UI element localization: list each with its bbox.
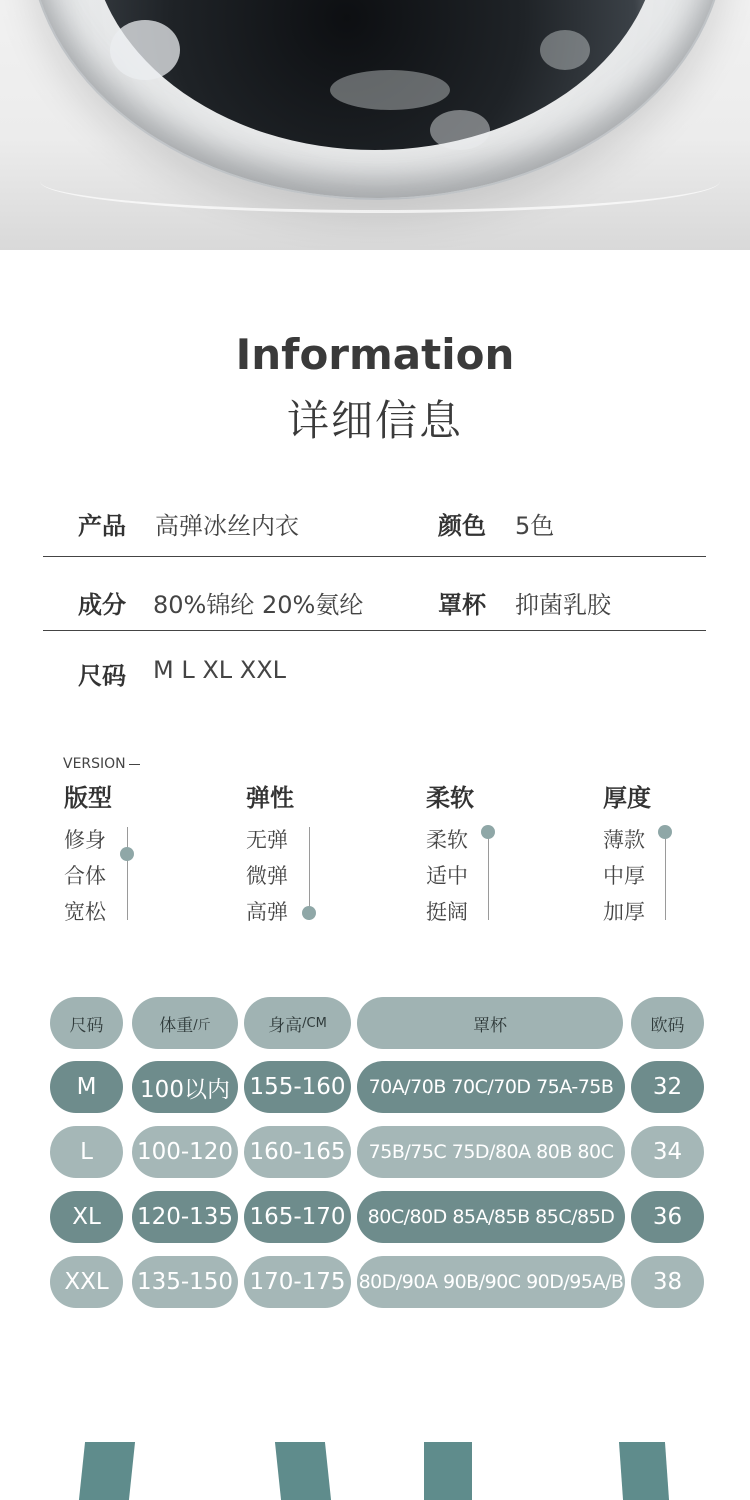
bowl-rim: [40, 150, 720, 213]
table-cell-size: XXL: [50, 1256, 123, 1308]
product-strap-image: [424, 1442, 472, 1500]
product-photo: [0, 0, 750, 250]
product-strap-image: [275, 1442, 331, 1500]
attr-title-thickness: 厚度: [603, 784, 651, 812]
section-title-en: Information: [235, 330, 515, 379]
size-label: 尺码: [78, 662, 126, 690]
table-cell-eu: 32: [631, 1061, 704, 1113]
table-header-size: [50, 997, 123, 1049]
table-header-eu: [631, 997, 704, 1049]
table-cell-size: L: [50, 1126, 123, 1178]
attr-option: 合体: [64, 864, 106, 888]
foam-bubbles: [540, 30, 590, 70]
cup-value: 抑菌乳胶: [515, 591, 611, 619]
table-cell-weight: 120-135: [132, 1191, 238, 1243]
section-title-cn: 详细信息: [286, 396, 463, 445]
table-cell-cup: 70A/70B 70C/70D 75A-75B: [357, 1061, 625, 1113]
table-cell-eu: 36: [631, 1191, 704, 1243]
foam-bubbles: [330, 70, 450, 110]
table-cell-eu: 38: [631, 1256, 704, 1308]
table-header-height: [244, 997, 351, 1049]
table-header-label: 身高: [268, 1015, 303, 1036]
attr-option: 加厚: [603, 900, 645, 924]
table-header-unit: /CM: [302, 1015, 327, 1031]
attr-title-elasticity: 弹性: [246, 784, 294, 812]
product-strap-image: [79, 1442, 135, 1500]
color-value: 5色: [515, 512, 555, 540]
version-label: VERSION: [63, 756, 126, 772]
attr-option: 宽松: [64, 900, 106, 924]
foam-bubbles: [430, 110, 490, 150]
table-cell-cup: 80D/90A 90B/90C 90D/95A/B: [357, 1256, 625, 1308]
table-cell-weight: 135-150: [132, 1256, 238, 1308]
table-cell-size: XL: [50, 1191, 123, 1243]
attr-option: 挺阔: [426, 900, 468, 924]
composition-label: 成分: [78, 591, 126, 619]
table-cell-height: 165-170: [244, 1191, 351, 1243]
attr-option: 高弹: [246, 900, 288, 924]
attr-option: 薄款: [603, 828, 645, 852]
attr-scale-line: [488, 827, 489, 920]
attr-option: 修身: [64, 828, 106, 852]
attr-selected-dot: [658, 825, 672, 839]
attr-selected-dot: [120, 847, 134, 861]
table-cell-height: 155-160: [244, 1061, 351, 1113]
cup-label: 罩杯: [438, 591, 486, 619]
attr-option: 无弹: [246, 828, 288, 852]
table-cell-cup: 75B/75C 75D/80A 80B 80C: [357, 1126, 625, 1178]
product-label: 产品: [78, 512, 126, 540]
table-header-label: 罩杯: [473, 1015, 507, 1036]
attr-title-fit: 版型: [64, 784, 112, 812]
table-cell-size: M: [50, 1061, 123, 1113]
divider: [43, 630, 706, 631]
table-header-label: 欧码: [650, 1015, 685, 1036]
attr-selected-dot: [302, 906, 316, 920]
attr-selected-dot: [481, 825, 495, 839]
foam-bubbles: [110, 20, 180, 80]
size-value: M L XL XXL: [153, 656, 287, 684]
attr-option: 中厚: [603, 864, 645, 888]
attr-option: 微弹: [246, 864, 288, 888]
composition-value: 80%锦纶 20%氨纶: [153, 591, 364, 619]
table-header-weight: [132, 997, 238, 1049]
color-label: 颜色: [438, 512, 486, 540]
table-cell-weight: 100以内: [132, 1061, 238, 1113]
table-cell-weight: 100-120: [132, 1126, 238, 1178]
attr-option: 柔软: [426, 828, 468, 852]
divider: [43, 556, 706, 557]
version-dash: [129, 764, 140, 765]
attr-option: 适中: [426, 864, 468, 888]
table-cell-eu: 34: [631, 1126, 704, 1178]
table-header-unit: /斤: [193, 1017, 211, 1033]
table-cell-height: 170-175: [244, 1256, 351, 1308]
product-strap-image: [619, 1442, 669, 1500]
table-header-cup: [357, 997, 623, 1049]
table-header-label: 尺码: [69, 1015, 104, 1036]
attr-title-softness: 柔软: [426, 784, 474, 812]
product-value: 高弹冰丝内衣: [155, 512, 299, 540]
table-header-label: 体重: [159, 1015, 194, 1036]
attr-scale-line: [665, 827, 666, 920]
table-cell-height: 160-165: [244, 1126, 351, 1178]
attr-scale-line: [127, 827, 128, 920]
table-cell-cup: 80C/80D 85A/85B 85C/85D: [357, 1191, 625, 1243]
